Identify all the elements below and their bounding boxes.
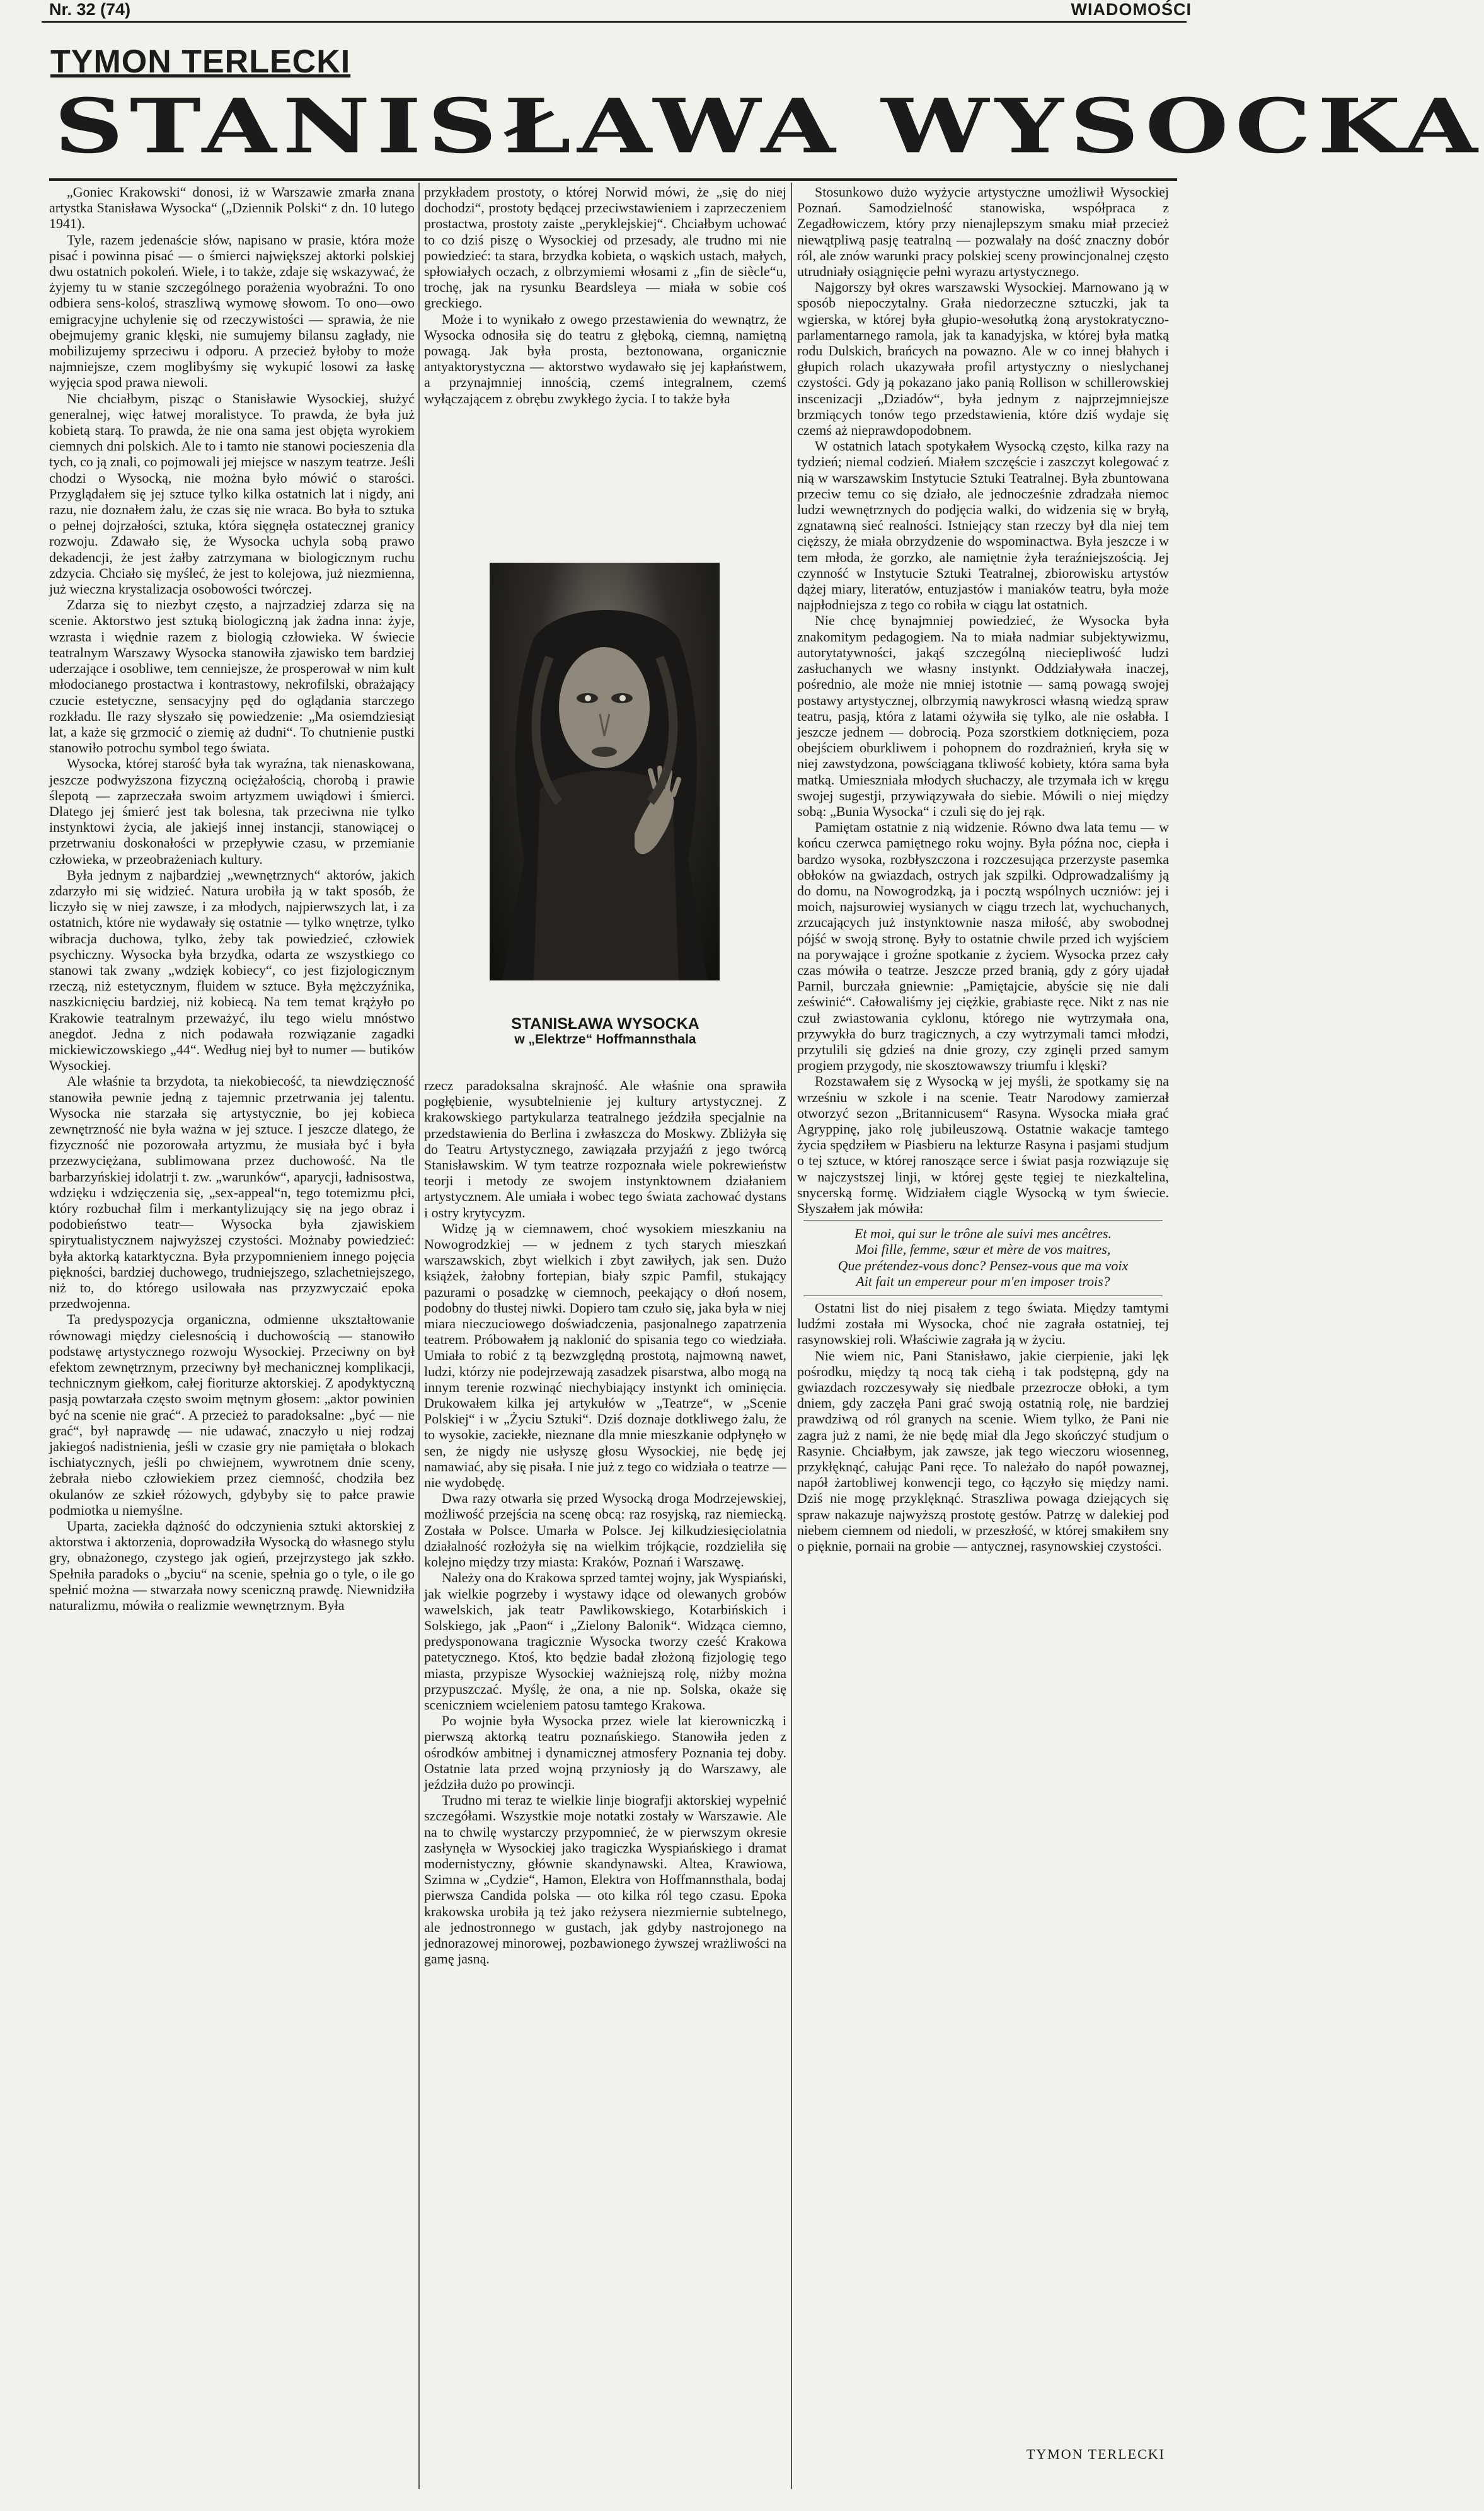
paragraph: Ta predyspozycja organiczna, odmienne ukształtowanie równowagi między cielesnością i duchowością — stanowiło podstawę artystycznego rozwoju Wysockiej. Przeciwny on był efektom zewnętrznym, przeciwny był mechanicznej komplikacji, technicznym giełkom, całej fioriturze aktorskiej. Z apodyktyczną pasją powtarzała często swoim mętnym głosem: „aktor powinien być na scenie nie grać“. A przecież to paradoksalne: „być — nie grać“, był naprawdę — nie udawać, znaczyło u niej rodzaj jakiegoś nadistnienia, jeśli w czasie gry nie pamiętała o blokach ischiatycznych, jeśli po chwiejnem, wywrotnem dnie sceny, żebrała niebo człowiekiem przez ciemność, chodziła bez okulanów ze szkieł różowych, gdybyby się to pałce prawie podmiotka u niemyślne.	[49, 1311, 415, 1518]
photo-caption-name: STANISŁAWA WYSOCKA	[511, 1015, 699, 1033]
paragraph: Może i to wynikało z owego przestawienia do wewnątrz, że Wysocka odnosiła się do teatru z głęboką, ciemną, namiętną powagą. Jak była prosta, beztonowana, organicznie antyaktorystyczna — aktorstwo wydawało się jej kapłaństwem, a przynajmniej innością, czemś integralnem, czemś wyłączającem z obrębu zwykłego życia. I to także była	[424, 311, 786, 406]
rasyn-quote	[797, 1226, 1169, 1289]
paragraph: Ale właśnie ta brzydota, ta niekobiecość, ta niewdzięczność stanowiła pewnie jedną z tajemnic przetrwania jej talentu. Wysocka nie starzała się artystycznie, bo jej kobieca zewnętrzność nie była ważna w jej sztuce. I jeszcze dlatego, że fizyczność nie pozorowała artyzmu, że musiała być i była przezwyciężana, sublimowana przez duchowość. Na tle barbarzyńskiej idolatrji t. zw. „warunków“, aparycji, ładnisostwa, wdzięku i wdzięczenia się, „sex-appeal“n, tego totemizmu płci, który rozbuchał film i merkantylizujący się na jego obraz i podobieństwo teatr— Wysocka była zjawiskiem spirytualistycznem najwyższej czystości. Możnaby powiedzieć: była aktorką katarktyczna. Była przypomnieniem innego pojęcia piękności, bardziej duchowego, trudniejszego, szlachetniejszego, niż to, do którego usilowała nas przyzwyczaić epoka przedwojenna.	[49, 1073, 415, 1312]
article-column-2-top	[424, 184, 786, 559]
title-rule	[49, 178, 1177, 181]
article-title: STANISŁAWA WYSOCKA	[54, 82, 1484, 170]
quote-line: Que prétendez-vous donc? Pensez-vous que ma voix	[837, 1257, 1129, 1273]
paragraph: Dwa razy otwarła się przed Wysocką droga Modrzejewskiej, możliwość przejścia na scenę obcą: raz rosyjską, raz niemiecką. Została w Polsce. Umarła w Polsce. Jej kilkudziesięciolatnia działalność rozłożyła się na wielkim trójkącie, rozdzieliła się kolejno między trzy miasta: Kraków, Poznań i Warszawę.	[424, 1490, 786, 1570]
quote-line: Et moi, qui sur le trône ale suivi mes ancêtres.	[854, 1226, 1112, 1242]
paragraph: Tyle, razem jedenaście słów, napisano w prasie, która może pisać i powinna pisać — o śmierci największej aktorki polskiej dwu ostatnich pokoleń. Wiele, i to także, zdaje się wskazywać, że żyjemy tu w stanie szczególnego porażenia wyobraźni. To ono odbiera sens-koloś, straszliwą wymowę słowom. To ono—owo emigracyjne uchylenie się od rzeczywistości — sprawia, że nie obejmujemy granic klęski, nie sumujemy bilansu zagłady, nie mobilizujemy sprzeciwu i odporu. A przecież byłoby to może najmniejsze, czem moglibyśmy się wykupić losowi za łaskę wyjęcia spod prawa niewoli.	[49, 231, 415, 391]
paragraph: Trudno mi teraz te wielkie linje biografji aktorskiej wypełnić szczegółami. Wszystkie moje notatki zostały w Warszawie. Ale na to chwilę wystarczy przypomnieć, że w pierwszym okresie zasłynęła w Wysockiej jako tragiczka Wyspiańskiego i dramat modernistyczny, głównie skandynawski. Altea, Krawiowa, Szimna w „Cydzie“, Hamon, Elektra von Hoffmannsthala, bodaj pierwsza Candida polska — oto kilka ról tego czasu. Epoka krakowska urobiła ją też jako reżysera niezmiernie subtelnego, ale jednostronnego w gustach, jak gdyby nastrojonego na jednorazowej minorowej, pozbawionego żywszej wrażliwości na gamę jasną.	[424, 1792, 786, 1967]
paragraph: Należy ona do Krakowa sprzed tamtej wojny, jak Wyspiański, jak wielkie pogrzeby i wystawy idące od olewanych grobów wawelskich, jak teatr Pawlikowskiego, Kotarbińskich i Solskiego, jak „Paon“ i „Zielony Balonik“. Widząca ciemno, predysponowana tragicznie Wysocka tworzy cześć Krakowa patetycznego. Ktoś, kto będzie badał złożoną fizjologię tego miasta, przypisze Wysockiej ważniejszą rolę, niżby można przypuszczać. Myślę, że ona, a nie np. Solska, okaże się sceniczniem wcieleniem patosu tamtego Krakowa.	[424, 1570, 786, 1713]
quote-line: Moi fille, femme, sœur et mère de vos maitres,	[855, 1241, 1111, 1258]
author-signature: TYMON TERLECKI	[1026, 2446, 1165, 2462]
top-rule	[42, 21, 1187, 23]
paragraph: „Goniec Krakowski“ donosi, iż w Warszawie zmarła znana artystka Stanisława Wysocka“ („Dziennik Polski“ z dn. 10 lutego 1941).	[49, 184, 415, 232]
paragraph: Rozstawałem się z Wysocką w jej myśli, że spotkamy się na wrześniu w szkole i na scenie. Teatr Narodowy zamierzał otworzyć sezon „Britannicusem“ Rasyna. Wysocka miała grać Agryppinę, jako rolę jubileuszową. Ostatnie wakacje tamtego życia spędziłem w Piasbieru na lekturze Rasyna i pasjami studjum o tej sztuce, w której ranoszące serce i świat pasja rozwiązuje się w najczystszej linji, w której gęste tęgiej te niezkaltelina, snycerską formę. Widziałem ciągle Wysocką w tym świecie. Słyszałem jak mówiła:	[797, 1073, 1169, 1216]
paragraph: przykładem prostoty, o której Norwid mówi, że „się do niej dochodzi“, prostoty będącej przeciwstawieniem i zaprzeczeniem prostactwa, prostoty zaiste „peryklejskiej“. Chciałbym uchować to co dziś piszę o Wysockiej od przesady, ale trudno mi nie powiedzieć: ta stara, brzydka kobieta, o wąskich ustach, małych, spłowiałych oczach, z olbrzymiemi włosami z „fin de siècle“u, trochę, jak na rysunku Beardsleya — miała w sobie coś greckiego.	[424, 184, 786, 311]
paragraph: Nie wiem nic, Pani Stanisławo, jakie cierpienie, jaki lęk pośrodku, między tą nocą tak ciehą i tak podstępną, gdy na gwiazdach rozczesywały się niedbale przezrocze obłoki, a tym dniem, gdy zaczęła Pani grać swoją ostatnią rolę, nie bardziej prawdziwą od ról granych na scenie. Wiem tylko, że Pani nie zagra już z nami, że nie będę miał dla Jego skończyć studjum o Rasynie. Chciałbym, jak zawsze, jak tego wieczoru wiosenneg, przykłęknąć, całując Pani ręce. To należało do napół powaznej, napół żartobliwej konwencji tego, co łączyło się między nami. Dziś nie mogę przyklęknąć. Straszliwa powaga dziejących się spraw nakazuje najwyższą prostotę gestów. Patrzę w dalekiej pod niebem ciemnem od niedoli, w przeszłość, w której smakiłem sny o pięknie, pornaii na grobie — antycznej, rasynowskiej czystości.	[797, 1347, 1169, 1554]
article-column-2-bottom	[424, 1077, 786, 2484]
author-byline: TYMON TERLECKI	[50, 43, 351, 80]
paragraph: Po wojnie była Wysocka przez wiele lat kierowniczką i pierwszą aktorką teatru poznańskiego. Stanowiła jeden z ośrodków ambitnej i dynamicznej atmosfery Poznania tej doby. Ostatnie lata przed wojną przyniosły ją do Warszawy, ale jeździła dużo po prowincji.	[424, 1713, 786, 1792]
publication-title: WIADOMOŚCI	[1071, 0, 1192, 19]
quote-rule	[803, 1220, 1163, 1221]
portrait-photo	[490, 563, 720, 980]
paragraph: Ostatni list do niej pisałem z tego świata. Między tamtymi ludźmi została mi Wysocka, choć nie zagrała ostatniej, tej rasynowskiej roli. Właściwie zagrała ją w życiu.	[797, 1300, 1169, 1348]
article-column-1	[49, 184, 415, 2484]
quote-line: Ait fait un empereur pour m'en imposer trois?	[856, 1273, 1110, 1289]
column-divider	[791, 183, 792, 2489]
paragraph: W ostatnich latach spotykałem Wysocką często, kilka razy na tydzień; niemal codzień. Miałem szczęście i zaszczyt kolegować z nią w warszawskim Instytucie Sztuki Teatralnej. Była zbuntowana przeciw temu co się działo, ale jednocześnie zdradzała niemoc ludzi wewnętrznych do podjęcia walki, do widzenia się w bryłą, zgnatawną sieć realności. Istniejący stan rzeczy był dla niej tem cięższy, że miała obrzydzenie do wspominactwa. Była jeszcze i w tem młoda, że gorzko, ale namiętnie żyła teraźniejszością. Jej czynność w Instytucie Sztuki Teatralnej, zbiorowisku artystów dążej miary, literatów, entuzjastów i maniaków teatru, była może najpłodniejsza z tego co robiła w ciągu lat ostatnich.	[797, 438, 1169, 613]
paragraph: Najgorszy był okres warszawski Wysockiej. Marnowano ją w sposób niepoczytalny. Grała niedorzeczne sztuczki, jak ta wgierska, w której była głupio-wesołutką żoną arystokratyczno-parlamentarnego ramola, jak ta kanadyjska, w której była matką rodu Dulskich, brańcych na powazno. Ale w co innej błahych i głupich rolach ukazywała profil artystyczny o nieslychanej czystości. Gdy ją pokazano jako panią Rollison w schillerowskiej inscenizacji „Dziadów“, była jednym z najprzejmniejsze brzmiących tonów tego przedstawienia, które dziś wydaje się czemś aż nieprawdopodobnem.	[797, 279, 1169, 439]
paragraph: Zdarza się to niezbyt często, a najrzadziej zdarza się na scenie. Aktorstwo jest sztuką biologiczną jak żadna inna: żyje, wzrasta i więdnie razem z biologią człowieka. W świecie teatralnym Warszawy Wysocka stanowiła zjawisko tem bardziej uderzające i osobliwe, tem cenniejsze, że prosperował w nim kult młodocianego prostactwa i kontrastowy, nekrofilski, obrażający czucie estetyczne, sensacyjny pęd do oglądania starczego rozkładu. Ile razy słyszało się powiedzenie: „Ma osiemdziesiąt lat, a każe się grzmocić o ziemię aż dudni“. To chutnienie pustki stanowiło potrochu symbol tego świata.	[49, 597, 415, 756]
issue-number: Nr. 32 (74)	[49, 0, 131, 19]
paragraph: Nie chciałbym, pisząc o Stanisławie Wysockiej, służyć generalnej, więc łatwej moralistyce. To prawda, że była już kobietą starą. To prawda, że nie ona sama jest objęta wyrokiem ciemnych dni polskich. Ale to i tamto nie stanowi pocieszenia dla tych, co ją znali, co pojmowali jej miejsce w naszym teatrze. Jeśli chodzi o Wysocką, nie można było mówić o starości. Przyglądałem się jej sztuce tylko kilka ostatnich lat i nigdy, ani razu, nie doznałem żalu, że czas się nie wraca. Bo była to sztuka o pełnej dojrzałości, sztuka, która sięgnęła ostatecznej granicy rozwoju. Zdawało się, że Wysocka uchyla sobą prawo dekadencji, że jest żałby zatrzymana w biologicznym ruchu zdzycia. Chciało się myśleć, że jest to kolejowa, już niezmienna, już wieczna krystalizacja osobowości twórczej.	[49, 390, 415, 597]
article-column-3	[797, 184, 1169, 2427]
paragraph: rzecz paradoksalna skrajność. Ale właśnie ona sprawiła pogłębienie, wysubtelnienie jej kultury artystycznej. Z krakowskiego partykularza teatralnego jeździła specjalnie na przedstawienia do Berlina i zwłaszcza do Moskwy. Zbliżyła się do Teatru Artystycznego, zawiązała przyjaźń z jego twórcą Stanisławskim. W tym teatrze rozpoznała wiele pokrewieństw teorji i metody ze swojem instynktownem działaniem artystycznem. Ale umiała i wobec tego świata zachować dystans i ostry krytycyzm.	[424, 1077, 786, 1221]
portrait-illustration	[490, 563, 720, 980]
photo-caption-role: w „Elektrze“ Hoffmannsthala	[514, 1032, 696, 1047]
paragraph: Widzę ją w ciemnawem, choć wysokiem mieszkaniu na Nowogrodzkiej — w jednem z tych starych mieszkań warszawskich, zbyt wielkich i zbyt zawiłych, jak sen. Dużo książek, żałobny fortepian, biały szpic Pamfil, stukający pazurami o posadzkę w ciemnoch, peekający o dłoń nosem, podobny do tłustej niwki. Dopiero tam czuło się, jaka była w niej miara nieczuciowego doświadczenia, pasjonalnego zapatrzenia teatrem. Próbowałem ją naklonić do spisania tego co wiedziała. Umiała to robić z tą bezwzględną prostotą, najmowną nawet, ludzi, którzy nie podejrzewają zasadzek pisarstwa, albo mogą na innym terenie rozwinąć niechybiający instynkt ich ominięcia. Drukowałem kilka jej artykułów w „Teatrze“, w „Scenie Polskiej“ i w „Życiu Sztuki“. Dziś doznaje dotkliwego żalu, że to wysokie, zaciekłe, nieznane dla mnie mieszkanie odpłynęło w sen, że nigdy nie usłyszę głosu Wysockiej, nie będę jej namawiać, aby się pisała. I nie już z tego co widziała o teatrze — nie wydobędę.	[424, 1220, 786, 1491]
paragraph: Uparta, zaciekła dążność do odczynienia sztuki aktorskiej z aktorstwa i aktorzenia, doprowadziła Wysocką do własnego stylu gry, obnażonego, czystego jak ogień, przejrzystego jak szkło. Spełniła paradoks o „byciu“ na scenie, spełnia go o tyle, o ile go spełnić można — stwarzała nowy sceniczną prawdę. Niewnidziła naturalizmu, mówiła o realizmie wewnętrznym. Była	[49, 1518, 415, 1614]
paragraph: Wysocka, której starość była tak wyraźna, tak nienaskowana, jeszcze podwyższona fizyczną ociężałością, chorobą i prawie ślepotą — zaprzeczała swoim artyzmem uwiądowi i śmierci. Dlatego jej śmierć jest tak bolesna, tak przeciwna nie tylko instynktowi życia, ale jakiejś innej instancji, stanowiącej o przetrwaniu doskonałości w przepływie czasu, w przemianie człowieka, w przeobrażeniach kultury.	[49, 756, 415, 867]
column-divider	[418, 183, 420, 2489]
paragraph: Była jednym z najbardziej „wewnętrznych“ aktorów, jakich zdarzyło mi się widzieć. Natura urobiła ją w takt sposób, że liczyło się w niej zawsze, i za młodych, najpierwszych lat, i za ostatnich, które nie wydawały się ostatnie — tylko wnętrze, tylko wibracja duchowa, tylko, żeby tak powiedzieć, człowiek psychiczny. Wysocka była brzydka, odarta ze wszystkiego co stanowi tak zwany „wdzięk kobiecy“, co jest fizjologicznym rzeczą, niż estetycznym, fluidem w sztuce. Była mężczyźnika, naszkicnięciu bardziej, niż kobiecą. Na tem temat krążyło po Krakowie teatralnym przeważyć, ilu tego wielu mnóstwo anegdot. Jedna z nich podawała rozwiązanie zagadki mickiewiczowskiego „44“. Według niej był to numer — butików Wysockiej.	[49, 866, 415, 1074]
paragraph: Pamiętam ostatnie z nią widzenie. Równo dwa lata temu — w końcu czerwca pamiętnego roku wojny. Była późna noc, ciepła i bardzo wysoka, rozbłyszczona i rozczesująca przerzyste pasemka obłoków na gwiazdach, ostrych jak szpilki. Odprowadzaliśmy ją do domu, na Nowogrodzką, ja i pocztą wspólnych uczniów: jej i moich, najsurowiej wysianych w ciągu trzech lat, wychuchanych, zrzucających już instynktownie nasza miłość, aby swobodnej pójść w swoją stronę. Były to ostatnie chwile przed ich wyjściem na porywające i groźne spotkanie z życiem. Wysocka przez cały czas mówiła o teatrze. Jeszcze przed branią, gdy z góry ujadał Parnil, burczała gniewnie: „Pamiętajcie, abyście się nie dali ześwinić“. Całowaliśmy jej ciężkie, grabiaste ręce. Nikt z nas nie czuł zwiastowania cyklonu, którego nie wytrzymała ona, przywykła do burz tragicznych, a czy wytrzymali tamci młodzi, przytulili się gdzieś na dnie grozy, czy zginęli przed samym progiem przygody, nie skosztowawszy triumfu i klęski?	[797, 819, 1169, 1074]
paragraph: Stosunkowo dużo wyżycie artystyczne umożliwił Wysockiej Poznań. Samodzielność stanowiska, współpraca z Zegadłowiczem, który przy nienajlepszym smaku miał przecież niewątpliwą pasję teatralną — pozwalały na dość znaczny dobór ról, ale znów warunki pracy polskiej sceny prowincjonalnej często utrudniały osiągnięcie pełni wyrazu artystycznego.	[797, 184, 1169, 280]
paragraph: Nie chcę bynajmniej powiedzieć, że Wysocka była znakomitym pedagogiem. Na to miała nadmiar subjektywizmu, autorytatywności, jakąś szczególną nieciepliwość ludzi zasłuchanych we własny instynkt. Oddziaływała inaczej, pośrednio, ale może nie mniej istotnie — samą powagą swojej postawy artystycznej, olbrzymią nawykrosci własną wiedzą spraw teatru, pasją, która z latami ożywiła się tylko, ale nie osłabła. I jeszcze jednem — dobrocią. Poza szorstkiem dotknięciem, poza obejściem oburkliwem i pohopnem do rozdrażnień, kryła się w niej zawstydzona, powściągana tkliwość kobiety, która sama była matką. Umieszniała młodych słuchaczy, ale trzymała ich w kręgu swojej sugestji, przywiązywała do siebie. Mówili o niej między sobą: „Bunia Wysocka“ i czuli się do jej rąk.	[797, 612, 1169, 819]
